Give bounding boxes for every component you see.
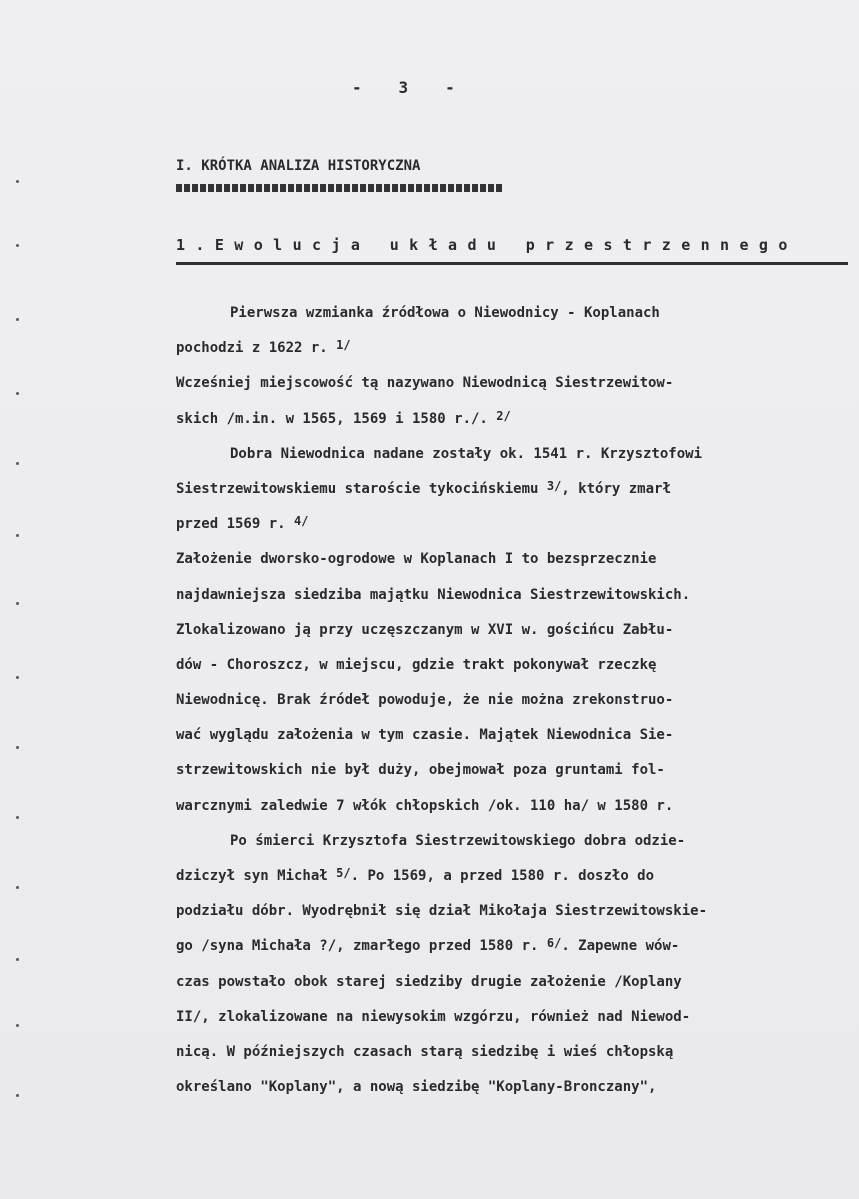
margin-punch-mark xyxy=(16,462,19,465)
text-line xyxy=(176,542,856,577)
footnote-reference: 1/ xyxy=(336,338,351,353)
line-text: Siestrzewitowskiemu staroście tykocińskiemu xyxy=(176,480,547,497)
line-text: dziczył syn Michał xyxy=(176,868,337,884)
text-line xyxy=(176,929,856,964)
text-line xyxy=(176,965,856,1000)
footnote-reference: 5/ xyxy=(336,866,351,880)
text-line xyxy=(176,613,856,648)
line-text: warcznymi zaledwie 7 włók chłopskich /ok. 110 ha/ w 1580 r. xyxy=(176,797,674,814)
margin-punch-mark xyxy=(16,1024,19,1027)
margin-punch-mark xyxy=(16,534,19,537)
text-line xyxy=(176,402,856,437)
footnote-reference: 4/ xyxy=(294,514,309,529)
line-text: Dobra Niewodnica nadane zostały ok. 1541 r. Krzysztofowi xyxy=(230,445,703,462)
margin-punch-mark xyxy=(16,318,19,321)
line-text: skich /m.in. w 1565, 1569 i 1580 r./. xyxy=(176,410,497,427)
text-line xyxy=(176,507,856,542)
line-text: go /syna Michała ?/, zmarłego przed 1580 r. xyxy=(176,938,547,955)
line-text-continuation: . Po 1569, a przed 1580 r. doszło do xyxy=(350,868,655,884)
heading-double-underline xyxy=(176,184,502,192)
margin-punch-mark xyxy=(16,392,19,395)
text-line xyxy=(176,331,856,366)
text-line xyxy=(176,366,856,401)
text-line xyxy=(176,753,856,788)
line-text: Zlokalizowano ją przy uczęszczanym w XVI w. gościńcu Zabłu- xyxy=(176,621,674,638)
text-line xyxy=(176,894,856,929)
text-line xyxy=(176,1070,856,1105)
margin-punch-mark xyxy=(16,816,19,819)
line-text: Pierwsza wzmianka źródłowa o Niewodnicy - Koplanach xyxy=(230,305,660,321)
line-text-continuation: . Zapewne wów- xyxy=(561,938,680,955)
line-text: podziału dóbr. Wyodrębnił się dział Mikołaja Siestrzewitowskie- xyxy=(176,903,708,920)
margin-punch-mark xyxy=(16,958,19,961)
line-text: Wcześniej miejscowość tą nazywano Niewodnicą Siestrzewitow- xyxy=(176,375,674,392)
text-line xyxy=(176,296,856,331)
line-text: dów - Choroszcz, w miejscu, gdzie trakt pokonywał rzeczkę xyxy=(176,656,657,673)
text-line xyxy=(176,578,856,613)
line-text: nicą. W późniejszych czasach starą siedzibę i wieś chłopską xyxy=(176,1043,674,1060)
line-text: pochodzi z 1622 r. xyxy=(176,340,337,357)
text-line xyxy=(176,1035,856,1070)
line-text: określano "Koplany", a nową siedzibę "Koplany-Bronczany", xyxy=(176,1079,657,1096)
line-text-continuation: , który zmarł xyxy=(561,480,671,497)
margin-punch-mark xyxy=(16,1094,19,1097)
margin-punch-mark xyxy=(16,676,19,679)
line-text: Po śmierci Krzysztofa Siestrzewitowskiego dobra odzie- xyxy=(230,832,686,849)
line-text: wać wyglądu założenia w tym czasie. Majątek Niewodnica Sie- xyxy=(176,727,674,744)
text-line xyxy=(176,1000,856,1035)
margin-punch-mark xyxy=(16,746,19,749)
footnote-reference: 3/ xyxy=(546,478,562,493)
margin-punch-mark xyxy=(16,886,19,889)
line-text: Założenie dworsko-ogrodowe w Koplanach I to bezsprzecznie xyxy=(176,551,657,568)
text-line xyxy=(176,789,856,824)
line-text: strzewitowskich nie był duży, obejmował poza gruntami fol- xyxy=(176,762,665,779)
subsection-heading: 1.Ewolucja układu przestrzennego xyxy=(176,236,798,254)
text-line xyxy=(176,648,856,683)
line-text: najdawniejsza siedziba majątku Niewodnica Siestrzewitowskich. xyxy=(176,586,691,603)
line-text: Niewodnicę. Brak źródeł powoduje, że nie można zrekonstruo- xyxy=(176,692,674,709)
subsection-rule xyxy=(176,262,848,265)
margin-punch-mark xyxy=(16,180,19,183)
text-line xyxy=(176,472,856,507)
margin-punch-mark xyxy=(16,602,19,605)
text-line xyxy=(176,683,856,718)
line-text: czas powstało obok starej siedziby drugie założenie /Koplany xyxy=(176,973,682,990)
text-line xyxy=(176,437,856,472)
section-heading: I. KRÓTKA ANALIZA HISTORYCZNA xyxy=(176,158,421,174)
margin-punch-mark xyxy=(16,244,19,247)
line-text: przed 1569 r. xyxy=(176,516,295,533)
text-line xyxy=(176,859,856,894)
text-line xyxy=(176,718,856,753)
footnote-reference: 6/ xyxy=(546,936,562,951)
body-text xyxy=(176,296,856,1105)
footnote-reference: 2/ xyxy=(496,408,511,423)
page-number: - 3 - xyxy=(352,78,457,97)
line-text: II/, zlokalizowane na niewysokim wzgórzu, również nad Niewod- xyxy=(176,1008,691,1025)
text-line xyxy=(176,824,856,859)
